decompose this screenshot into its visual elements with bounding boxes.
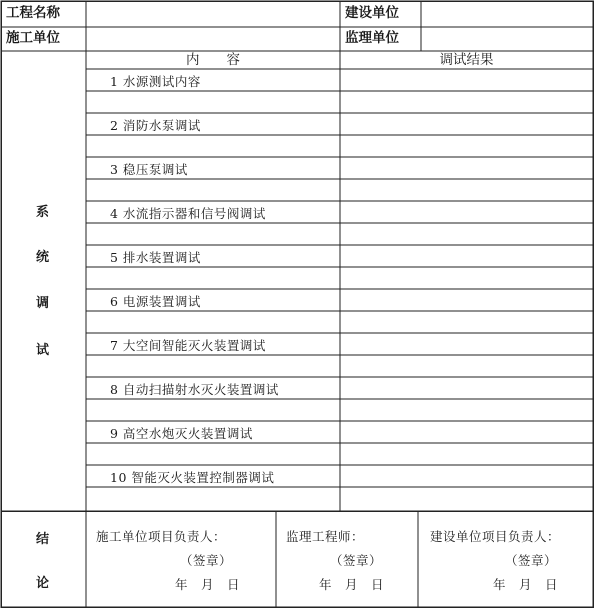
- supervisor-signature-title: 监理工程师：: [286, 529, 365, 544]
- test-item-label: 2 消防水泵调试: [110, 118, 201, 133]
- builder-signature-seal: （签章）: [180, 553, 233, 568]
- test-item-label: 8 自动扫描射水灭火装置调试: [110, 382, 279, 397]
- test-item-label: 6 电源装置调试: [110, 294, 201, 309]
- owner-signature-date: 年 月 日: [493, 577, 559, 592]
- section-label-char-4: 试: [36, 343, 50, 358]
- section-label-char-1: 系: [36, 205, 50, 220]
- test-item-label: 5 排水装置调试: [110, 250, 201, 265]
- builder-signature-title: 施工单位项目负责人：: [96, 529, 227, 544]
- owner-signature-title: 建设单位项目负责人：: [430, 529, 561, 544]
- test-item-label: 3 稳压泵调试: [110, 162, 188, 177]
- result-column-header: 调试结果: [439, 52, 494, 68]
- outer-border: [1, 1, 593, 607]
- owner-signature-seal: （签章）: [505, 553, 558, 568]
- construction-unit-label: 建设单位: [345, 5, 399, 21]
- conclusion-label-char-1: 结: [36, 532, 50, 547]
- project-name-label: 工程名称: [6, 5, 60, 21]
- test-item-label: 9 高空水炮灭火装置调试: [110, 426, 253, 441]
- supervision-unit-label: 监理单位: [345, 30, 399, 46]
- builder-signature-date: 年 月 日: [175, 577, 241, 592]
- section-label-char-3: 调: [36, 296, 50, 311]
- test-item-label: 1 水源测试内容: [110, 74, 201, 89]
- content-column-header: 内 容: [186, 52, 240, 68]
- test-item-label: 4 水流指示器和信号阀调试: [110, 206, 266, 221]
- supervisor-signature-seal: （签章）: [330, 553, 383, 568]
- test-item-label: 10 智能灭火装置控制器调试: [110, 470, 275, 485]
- test-item-label: 7 大空间智能灭火装置调试: [110, 338, 266, 353]
- section-label-char-2: 统: [36, 250, 50, 265]
- builder-unit-label: 施工单位: [6, 30, 60, 46]
- conclusion-label-char-2: 论: [36, 576, 50, 591]
- supervisor-signature-date: 年 月 日: [319, 577, 385, 592]
